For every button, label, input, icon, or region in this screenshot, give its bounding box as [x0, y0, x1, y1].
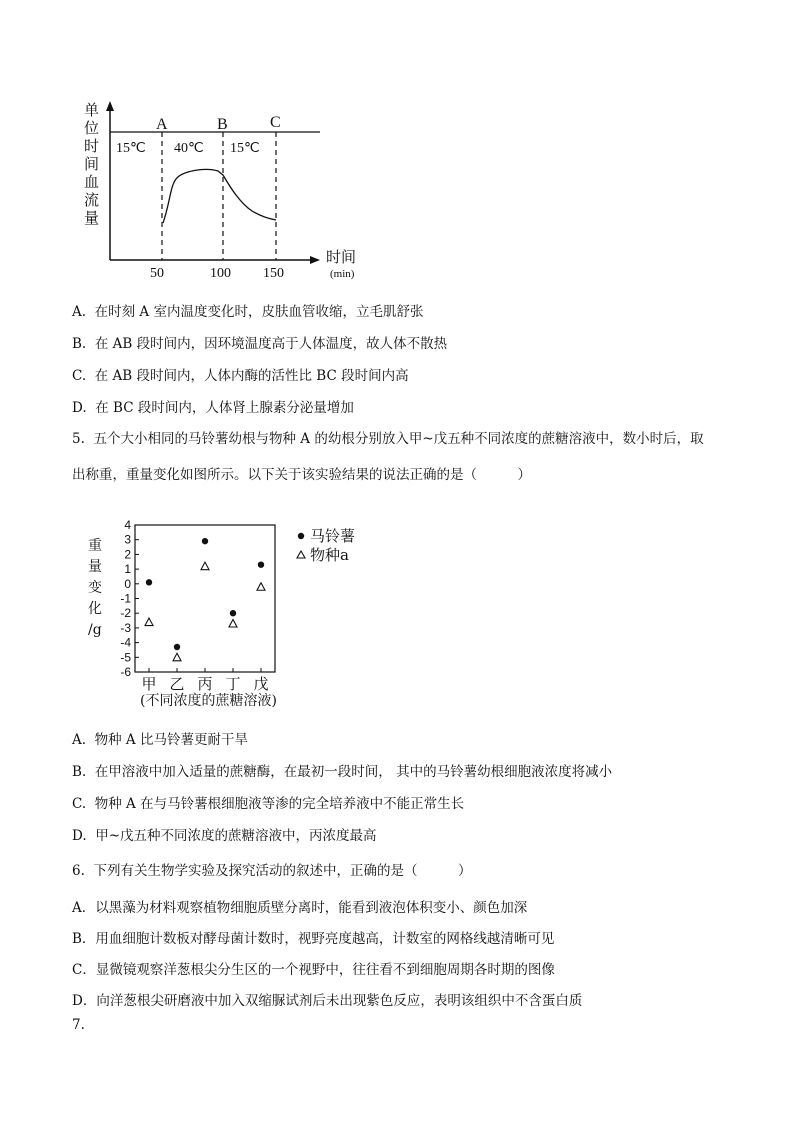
option-letter: A．: [72, 900, 96, 916]
option-text: 在时刻 A 室内温度变化时，皮肤血管收缩，立毛肌舒张: [94, 304, 424, 320]
y-axis-label-char: 量: [88, 559, 102, 575]
option-letter: D．: [72, 993, 97, 1009]
q4-option-b: [72, 335, 447, 353]
option-text: 在 BC 段时间内，人体肾上腺素分泌量增加: [95, 400, 354, 416]
y-tick-label: -6: [120, 665, 131, 679]
q5-option-d: [72, 827, 377, 845]
x-category-label: 戊: [253, 675, 269, 693]
q4-option-c: [72, 367, 409, 385]
q7-number: 7.: [72, 1017, 85, 1033]
point-label-b: B: [217, 116, 228, 133]
point-label-c: C: [270, 114, 281, 131]
species-a-point: [201, 562, 209, 570]
y-tick-label: 1: [124, 562, 131, 577]
q6-option-a: [72, 899, 527, 917]
y-tick-label: 0: [124, 576, 131, 591]
option-text: 以黑藻为材料观察植物细胞质壁分离时，能看到液泡体积变小、颜色加深: [95, 900, 528, 916]
option-text: 物种 A 在与马铃薯根细胞液等渗的完全培养液中不能正常生长: [94, 796, 465, 812]
y-tick-label: 3: [124, 532, 131, 547]
potato-point: [202, 538, 208, 544]
option-text: 用血细胞计数板对酵母菌计数时，视野亮度越高，计数室的网格线越清晰可见: [95, 931, 555, 947]
x-tick-150: 150: [263, 266, 284, 281]
option-letter: C.: [72, 368, 87, 384]
segment-temp-1: 15℃: [116, 141, 146, 156]
option-letter: A.: [72, 732, 87, 748]
segment-temp-2: 40℃: [174, 141, 204, 156]
y-axis-label-char: 变: [88, 580, 102, 596]
species-a-point: [257, 583, 265, 591]
legend-marker-potato: [298, 533, 304, 539]
x-axis-label: (不同浓度的蔗糖溶液): [140, 693, 277, 709]
potato-point: [146, 579, 152, 585]
legend-marker-species-a: [297, 551, 305, 558]
question-text: 出称重，重量变化如图所示。以下关于该实验结果的说法正确的是（ ）: [72, 467, 531, 483]
y-tick-label: 4: [124, 518, 131, 532]
x-axis-label: 时间: [326, 248, 357, 266]
option-letter: B．: [72, 931, 96, 947]
blood-flow-chart: [70, 95, 370, 285]
option-text: 在 AB 段时间内，因环境温度高于人体温度，故人体不散热: [94, 336, 448, 352]
y-axis-label-char: 重: [88, 538, 102, 554]
x-category-label: 乙: [169, 675, 185, 693]
x-category-label: 甲: [141, 675, 157, 693]
option-letter: D.: [72, 400, 87, 416]
question-number: 5.: [72, 431, 85, 447]
q6-option-c: [72, 961, 555, 979]
plot-frame: [135, 525, 275, 672]
x-tick-100: 100: [210, 266, 231, 281]
y-tick-label: -1: [120, 591, 131, 606]
x-category-label: 丁: [225, 675, 241, 693]
q4-option-d: [72, 399, 354, 417]
y-tick-label: -2: [120, 606, 131, 621]
option-letter: B.: [72, 336, 87, 352]
q5-stem-line2: [72, 466, 531, 484]
blood-flow-curve: [163, 169, 276, 223]
potato-point: [230, 610, 236, 616]
y-axis-arrow: [106, 101, 114, 111]
question-text: 五个大小相同的马铃薯幼根与物种 A 的幼根分别放入甲~戊五种不同浓度的蔗糖溶液中，数小时后，取: [93, 431, 704, 447]
x-category-label: 丙: [197, 675, 213, 693]
question-number: 6.: [72, 863, 85, 879]
potato-point: [174, 644, 180, 650]
q6-option-d: [72, 992, 582, 1010]
question-text: 下列有关生物学实验及探究活动的叙述中，正确的是（ ）: [93, 863, 472, 879]
option-text: 在甲溶液中加入适量的蔗糖酶，在最初一段时间， 其中的马铃薯幼根细胞液浓度将减小: [94, 764, 613, 780]
potato-point: [258, 561, 264, 567]
y-axis-label-char: 化: [88, 601, 102, 617]
point-label-a: A: [156, 116, 168, 133]
y-tick-label: -3: [120, 620, 131, 635]
y-tick-label: 2: [124, 547, 131, 562]
option-letter: C.: [72, 796, 87, 812]
legend-label-species-a: 物种a: [310, 546, 349, 564]
q5-option-c: [72, 795, 464, 813]
weight-change-scatter-chart: [80, 510, 380, 715]
q5-option-a: [72, 731, 248, 749]
option-letter: A.: [72, 304, 87, 320]
species-a-point: [229, 619, 237, 627]
q6-stem: [72, 862, 471, 880]
q5-option-b: [72, 763, 612, 781]
x-tick-50: 50: [150, 266, 164, 281]
species-a-point: [173, 653, 181, 661]
q4-option-a: [72, 303, 423, 321]
x-axis-unit: (min): [330, 268, 355, 280]
option-text: 在 AB 段时间内，人体内酶的活性比 BC 段时间内高: [94, 368, 409, 384]
option-text: 甲~戊五种不同浓度的蔗糖溶液中，丙浓度最高: [95, 828, 377, 844]
q5-stem-line1: [72, 430, 704, 448]
option-letter: B.: [72, 764, 87, 780]
option-text: 向洋葱根尖研磨液中加入双缩脲试剂后未出现紫色反应，表明该组织中不含蛋白质: [96, 993, 583, 1009]
option-letter: D.: [72, 828, 87, 844]
option-text: 物种 A 比马铃薯更耐干旱: [94, 732, 248, 748]
y-tick-label: -5: [120, 650, 131, 665]
x-axis-arrow: [310, 256, 320, 264]
q6-option-b: [72, 930, 554, 948]
option-text: 显微镜观察洋葱根尖分生区的一个视野中，往往看不到细胞周期各时期的图像: [95, 962, 555, 978]
legend-label-potato: 马铃薯: [310, 527, 356, 545]
option-letter: C．: [72, 962, 96, 978]
segment-temp-3: 15℃: [230, 141, 260, 156]
chart-y-axis-label: 单位时间血流量: [84, 101, 100, 227]
y-axis-label-char: /g: [88, 622, 102, 638]
y-tick-label: -4: [120, 635, 131, 650]
species-a-point: [145, 618, 153, 626]
